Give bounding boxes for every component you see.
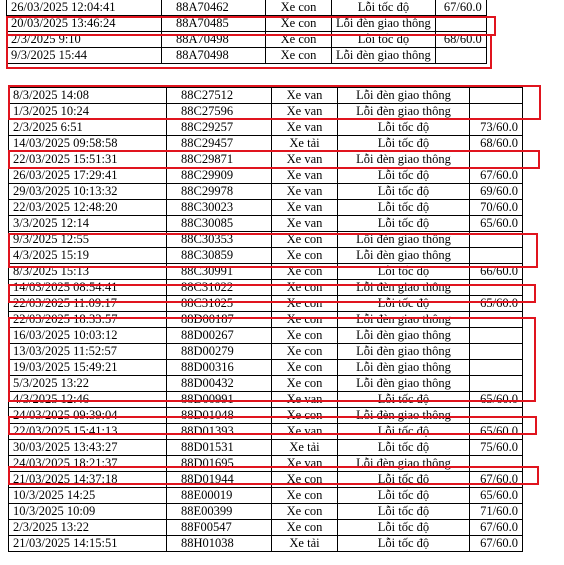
row-time: 24/03/2025 09:39:04 [9,408,167,424]
row-plate: 88A70485 [162,16,266,32]
row-vehicle-type: Xe con [272,408,338,424]
row-violation: Lỗi tốc độ [338,120,470,136]
row-speed [435,16,486,32]
row-plate: 88C27596 [167,104,272,120]
table-row [9,456,523,472]
row-time: 4/3/2025 15:19 [9,248,167,264]
row-violation: Lỗi tốc độ [338,392,470,408]
row-vehicle-type: Xe van [272,200,338,216]
row-plate: 88D00279 [167,344,272,360]
row-plate: 88H01038 [167,536,272,552]
row-vehicle-type: Xe con [266,32,332,48]
row-plate: 88D00267 [167,328,272,344]
row-plate: 88C29457 [167,136,272,152]
row-speed: 65/60.0 [470,488,523,504]
row-violation: Lỗi tốc độ [332,32,436,48]
row-time: 26/03/2025 17:29:41 [9,168,167,184]
row-vehicle-type: Xe van [272,424,338,440]
row-plate: 88F00547 [167,520,272,536]
table-row [9,488,523,504]
violation-table-top [6,0,487,64]
row-speed [470,280,523,296]
row-vehicle-type: Xe con [272,264,338,280]
row-violation: Lỗi đèn giao thông [338,408,470,424]
row-speed: 69/60.0 [470,184,523,200]
violation-table-main [8,87,523,552]
row-violation: Lỗi tốc độ [338,184,470,200]
row-time: 9/3/2025 15:44 [7,48,162,64]
row-violation: Lỗi tốc độ [338,504,470,520]
row-plate: 88E00019 [167,488,272,504]
row-vehicle-type: Xe tải [272,440,338,456]
row-violation: Lỗi đèn giao thông [338,88,470,104]
table-row [7,48,487,64]
table-row [9,344,523,360]
row-plate: 88D01944 [167,472,272,488]
row-time: 14/03/2025 09:58:58 [9,136,167,152]
row-vehicle-type: Xe con [272,296,338,312]
row-speed [470,376,523,392]
row-violation: Lỗi đèn giao thông [338,280,470,296]
table-row [7,0,487,16]
row-plate: 88D00316 [167,360,272,376]
row-speed: 75/60.0 [470,440,523,456]
row-speed: 65/60.0 [470,296,523,312]
row-violation: Lỗi đèn giao thông [338,104,470,120]
row-speed [470,232,523,248]
row-time: 22/03/2025 15:51:31 [9,152,167,168]
row-speed: 73/60.0 [470,120,523,136]
row-vehicle-type: Xe con [272,472,338,488]
row-speed: 67/60.0 [470,520,523,536]
row-speed: 68/60.0 [470,136,523,152]
row-plate: 88C29257 [167,120,272,136]
row-time: 22/03/2025 12:48:20 [9,200,167,216]
row-speed [470,408,523,424]
row-plate: 88C27512 [167,88,272,104]
row-speed [435,48,486,64]
row-speed: 65/60.0 [470,216,523,232]
table-row [9,296,523,312]
row-vehicle-type: Xe con [266,16,332,32]
table-row [9,168,523,184]
row-plate: 88C30991 [167,264,272,280]
row-speed: 71/60.0 [470,504,523,520]
row-vehicle-type: Xe con [272,248,338,264]
row-speed [470,88,523,104]
row-plate: 88D00991 [167,392,272,408]
row-speed [470,152,523,168]
table-row [9,440,523,456]
row-speed: 65/60.0 [470,424,523,440]
row-plate: 88C30353 [167,232,272,248]
row-plate: 88C30023 [167,200,272,216]
row-vehicle-type: Xe con [272,344,338,360]
row-time: 8/3/2025 14:08 [9,88,167,104]
row-vehicle-type: Xe tải [272,536,338,552]
row-violation: Lỗi tốc độ [338,136,470,152]
row-vehicle-type: Xe van [272,216,338,232]
row-time: 4/3/2025 12:46 [9,392,167,408]
row-plate: 88D01048 [167,408,272,424]
row-time: 8/3/2025 15:13 [9,264,167,280]
row-time: 14/03/2025 08:54:41 [9,280,167,296]
table-row [9,472,523,488]
row-plate: 88D01393 [167,424,272,440]
row-time: 9/3/2025 12:55 [9,232,167,248]
table-row [9,216,523,232]
table-row [9,88,523,104]
row-violation: Lỗi đèn giao thông [338,328,470,344]
row-vehicle-type: Xe van [272,392,338,408]
row-speed: 67/60.0 [470,168,523,184]
row-violation: Lỗi đèn giao thông [338,232,470,248]
row-time: 5/3/2025 13:22 [9,376,167,392]
row-violation: Lỗi tốc độ [338,488,470,504]
row-speed [470,328,523,344]
row-violation: Lỗi đèn giao thông [338,312,470,328]
row-plate: 88C30085 [167,216,272,232]
row-time: 22/03/2025 15:41:13 [9,424,167,440]
row-time: 10/3/2025 14:25 [9,488,167,504]
row-plate: 88C31022 [167,280,272,296]
table-row [7,32,487,48]
row-time: 29/03/2025 10:13:32 [9,184,167,200]
row-plate: 88C29871 [167,152,272,168]
table-row [9,360,523,376]
row-time: 13/03/2025 11:52:57 [9,344,167,360]
row-violation: Lỗi tốc độ [338,424,470,440]
row-time: 22/03/2025 11:09:17 [9,296,167,312]
row-vehicle-type: Xe con [272,504,338,520]
row-violation: Lỗi đèn giao thông [338,344,470,360]
row-plate: 88C30859 [167,248,272,264]
row-speed: 67/60.0 [435,0,486,16]
row-vehicle-type: Xe van [272,152,338,168]
table-row [9,152,523,168]
row-plate: 88C31025 [167,296,272,312]
row-vehicle-type: Xe con [272,232,338,248]
row-vehicle-type: Xe van [272,104,338,120]
row-plate: 88A70462 [162,0,266,16]
row-violation: Lỗi đèn giao thông [338,248,470,264]
row-time: 19/03/2025 15:49:21 [9,360,167,376]
row-speed: 70/60.0 [470,200,523,216]
row-violation: Lỗi tốc độ [338,264,470,280]
table-row [9,232,523,248]
row-time: 20/03/2025 13:46:24 [7,16,162,32]
row-violation: Lỗi tốc độ [338,536,470,552]
row-violation: Lỗi đèn giao thông [338,456,470,472]
table-row [9,200,523,216]
row-vehicle-type: Xe con [272,488,338,504]
row-time: 21/03/2025 14:15:51 [9,536,167,552]
row-violation: Lỗi tốc độ [338,472,470,488]
row-violation: Lỗi tốc độ [338,440,470,456]
row-time: 24/03/2025 18:21:37 [9,456,167,472]
row-speed [470,104,523,120]
row-vehicle-type: Xe con [272,360,338,376]
row-vehicle-type: Xe van [272,184,338,200]
row-vehicle-type: Xe van [272,456,338,472]
row-violation: Lỗi đèn giao thông [338,152,470,168]
table-row [9,328,523,344]
row-vehicle-type: Xe con [272,328,338,344]
row-speed [470,312,523,328]
table-row [9,248,523,264]
row-violation: Lỗi đèn giao thông [338,360,470,376]
row-vehicle-type: Xe con [272,376,338,392]
row-speed: 67/60.0 [470,536,523,552]
table-row [9,392,523,408]
table-row [9,536,523,552]
row-violation: Lỗi tốc độ [338,168,470,184]
row-vehicle-type: Xe con [266,0,332,16]
row-speed: 66/60.0 [470,264,523,280]
row-plate: 88C29978 [167,184,272,200]
row-time: 2/3/2025 13:22 [9,520,167,536]
row-vehicle-type: Xe con [272,312,338,328]
row-violation: Lỗi tốc độ [332,0,436,16]
row-time: 22/03/2025 18:33:57 [9,312,167,328]
table-row [9,136,523,152]
row-vehicle-type: Xe van [272,88,338,104]
row-speed [470,456,523,472]
row-plate: 88D01531 [167,440,272,456]
row-speed: 68/60.0 [435,32,486,48]
row-time: 3/3/2025 12:14 [9,216,167,232]
row-speed [470,248,523,264]
row-violation: Lỗi đèn giao thông [332,16,436,32]
row-time: 30/03/2025 13:43:27 [9,440,167,456]
table-row [9,104,523,120]
row-speed: 67/60.0 [470,472,523,488]
row-plate: 88E00399 [167,504,272,520]
table-row [7,16,487,32]
table-row [9,264,523,280]
row-time: 21/03/2025 14:37:18 [9,472,167,488]
row-violation: Lỗi tốc độ [338,520,470,536]
row-plate: 88C29909 [167,168,272,184]
table-row [9,408,523,424]
row-time: 26/03/2025 12:04:41 [7,0,162,16]
row-time: 10/3/2025 10:09 [9,504,167,520]
row-plate: 88D00187 [167,312,272,328]
table-row [9,376,523,392]
row-violation: Lỗi tốc độ [338,216,470,232]
row-violation: Lỗi đèn giao thông [332,48,436,64]
row-vehicle-type: Xe van [272,120,338,136]
row-vehicle-type: Xe con [272,520,338,536]
row-vehicle-type: Xe van [272,168,338,184]
table-row [9,504,523,520]
row-speed [470,344,523,360]
table-row [9,184,523,200]
row-violation: Lỗi tốc độ [338,296,470,312]
table-row [9,280,523,296]
row-time: 2/3/2025 6:51 [9,120,167,136]
row-time: 2/3/2025 9:10 [7,32,162,48]
row-violation: Lỗi đèn giao thông [338,376,470,392]
row-speed [470,360,523,376]
row-plate: 88A70498 [162,48,266,64]
row-plate: 88A70498 [162,32,266,48]
table-row [9,424,523,440]
row-violation: Lỗi tốc độ [338,200,470,216]
row-speed: 65/60.0 [470,392,523,408]
row-plate: 88D01695 [167,456,272,472]
row-plate: 88D00432 [167,376,272,392]
table-row [9,120,523,136]
row-time: 16/03/2025 10:03:12 [9,328,167,344]
table-row [9,520,523,536]
row-time: 1/3/2025 10:24 [9,104,167,120]
table-row [9,312,523,328]
row-vehicle-type: Xe con [272,280,338,296]
row-vehicle-type: Xe con [266,48,332,64]
row-vehicle-type: Xe tải [272,136,338,152]
